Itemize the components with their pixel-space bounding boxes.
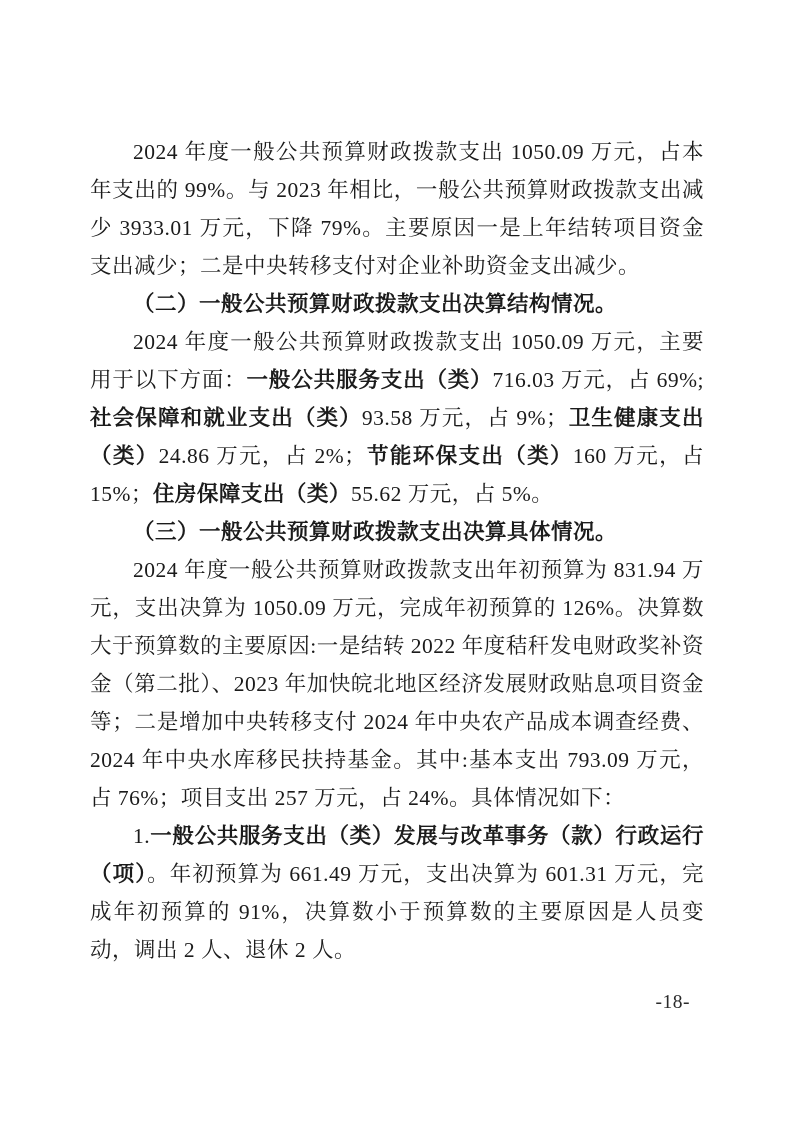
text-run: 1. (133, 824, 151, 848)
text-run: 55.62 万元，占 5%。 (350, 482, 554, 506)
text-run: 24.86 万元，占 2%； (158, 444, 367, 468)
page-number: -18- (655, 992, 690, 1013)
text-run: （三）一般公共预算财政拨款支出决算具体情况。 (133, 520, 618, 544)
text-run: 93.58 万元，占 9%； (361, 406, 569, 430)
text-run: 卫生健康支出（类） (90, 406, 704, 468)
document-body (90, 133, 704, 969)
heading-section-3 (90, 513, 704, 551)
text-run: 。年初预算为 661.49 万元，支出决算为 601.31 万元，完成年初预算的 91%，决算数小于预算数的主要原因是人员变动，调出 2 人、退休 2 人。 (90, 862, 704, 962)
text-run: 2024 年度一般公共预算财政拨款支出年初预算为 831.94 万元，支出决算为 1050.09 万元，完成年初预算的 126%。决算数大于预算数的主要原因:一是结转 2022 年度秸秆发电财政奖补资金（第二批）、2023 年加快皖北地区经济发展财政贴息项目资金等；二是增加中央转移支付 2024 年中央农产品成本调查经费、2024 年中央水库移民扶持基金。其中:基本支出 793.09 万元，占 76%；项目支出 257 万元，占 24%。具体情况如下： (90, 558, 704, 810)
text-run: 社会保障和就业支出（类） (90, 406, 362, 430)
text-run: 住房保障支出（类） (152, 482, 351, 506)
para-expenditure-detail (90, 551, 704, 817)
text-run: 一般公共服务支出（类） (246, 368, 493, 392)
text-run: 2024 年度一般公共预算财政拨款支出 1050.09 万元，占本年支出的 99%。与 2023 年相比，一般公共预算财政拨款支出减少 3933.01 万元，下降 79%。主要原因一是上年结转项目资金支出减少；二是中央转移支付对企业补助资金支出减少。 (90, 140, 704, 278)
text-run: 716.03 万元，占 69%; (492, 368, 704, 392)
text-run: 2024 年度一般公共预算财政拨款支出 1050.09 万元，主要用于以下方面： (90, 330, 704, 392)
para-expenditure-structure (90, 323, 704, 513)
text-run: 160 万元，占 15%； (90, 444, 704, 506)
text-run: 节能环保支出（类） (366, 444, 573, 468)
text-run: 一般公共服务支出（类）发展与改革事务（款）行政运行（项） (90, 824, 704, 886)
para-item-1-general-public-service (90, 817, 704, 969)
text-run: （二）一般公共预算财政拨款支出决算结构情况。 (133, 292, 618, 316)
heading-section-2 (90, 285, 704, 323)
para-expenditure-overview (90, 133, 704, 285)
